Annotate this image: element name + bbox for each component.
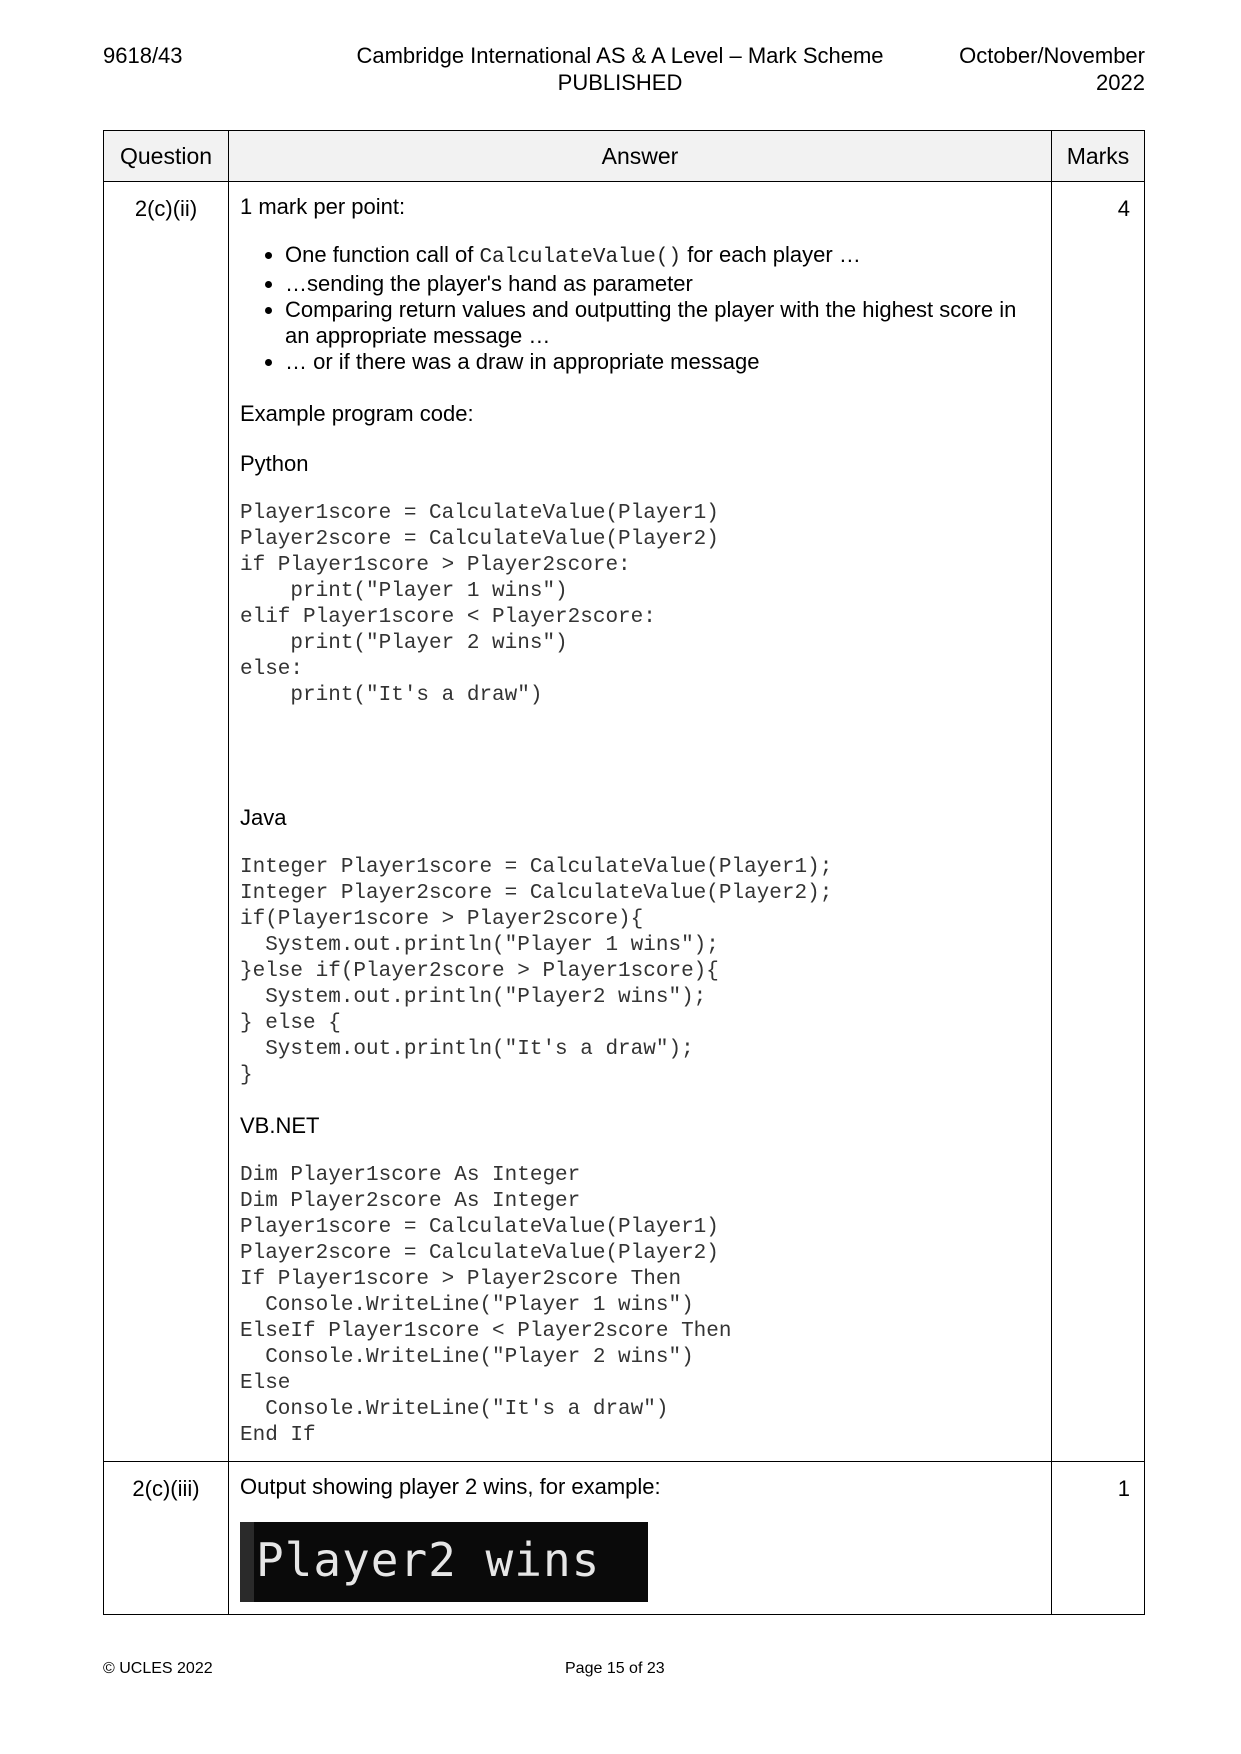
answer-cell	[229, 1462, 1052, 1615]
marks-value: 1	[1052, 1462, 1145, 1615]
question-column-header: Question	[104, 131, 229, 182]
vbnet-label: VB.NET	[240, 1113, 320, 1138]
marking-intro: 1 mark per point:	[240, 194, 406, 219]
marking-point-text: One function call of	[285, 242, 480, 267]
document-title-line2: PUBLISHED	[557, 70, 683, 95]
function-name: CalculateValue()	[479, 246, 682, 269]
console-output-screenshot	[240, 1522, 648, 1602]
expected-output-text: Output showing player 2 wins, for example:	[240, 1474, 661, 1499]
page-number: Page 15 of 23	[565, 1660, 665, 1677]
java-code-block: Integer Player1score = CalculateValue(Player1); Integer Player2score = CalculateValue(Player2); if(Player1score > Player2score){ System.out.println("Player 1 wins"); }else if(Player2score > Player1score){ System.out.println("Player2 wins"); } else { System.out.println("It's a draw"); }	[240, 856, 833, 1087]
marks-column-header: Marks	[1052, 131, 1145, 182]
marking-point: • Comparing return values and outputting the player with the highest score in an appropriate message …	[285, 297, 1039, 349]
exam-session	[959, 42, 1145, 96]
console-output-text: Player2 wins	[256, 1533, 601, 1587]
exam-session-line2: 2022	[1096, 70, 1145, 95]
answer-column-header: Answer	[229, 131, 1052, 182]
java-label: Java	[240, 805, 287, 830]
example-code-label: Example program code:	[240, 401, 474, 426]
document-title-line1: Cambridge International AS & A Level – Mark Scheme	[356, 43, 884, 68]
question-number: 2(c)(ii)	[104, 182, 229, 1462]
table-row	[104, 1462, 1145, 1615]
table-header-row	[104, 131, 1145, 182]
question-number: 2(c)(iii)	[104, 1462, 229, 1615]
vbnet-code-block: Dim Player1score As Integer Dim Player2score As Integer Player1score = CalculateValue(Player1) Player2score = CalculateValue(Player2) If Player1score > Player2score Then Console.WriteLine("Player 1 wins") ElseIf Player1score < Player2score Then Console.WriteLine("Player 2 wins") Else Console.WriteLine("It's a draw") End If	[240, 1164, 732, 1447]
python-code-block: Player1score = CalculateValue(Player1) Player2score = CalculateValue(Player2) if Player1score > Player2score: print("Player 1 wins") elif Player1score < Player2score: print("Player 2 wins") else: print("It's a draw")	[240, 502, 719, 707]
marking-point: • …sending the player's hand as parameter	[285, 271, 1039, 297]
marking-point	[285, 242, 1039, 271]
python-label: Python	[240, 451, 309, 476]
marking-point-text: for each player …	[681, 242, 861, 267]
copyright-notice: © UCLES 2022	[103, 1660, 213, 1677]
console-edge	[240, 1522, 254, 1602]
document-title	[300, 42, 940, 96]
table-row	[104, 182, 1145, 1462]
mark-scheme-table	[103, 130, 1145, 1615]
marks-value: 4	[1052, 182, 1145, 1462]
marking-point: • … or if there was a draw in appropriate message	[285, 349, 1039, 375]
answer-cell	[229, 182, 1052, 1462]
exam-session-line1: October/November	[959, 43, 1145, 68]
marking-points-list	[240, 242, 1039, 375]
spacer	[240, 709, 1039, 781]
paper-code: 9618/43	[103, 43, 183, 68]
